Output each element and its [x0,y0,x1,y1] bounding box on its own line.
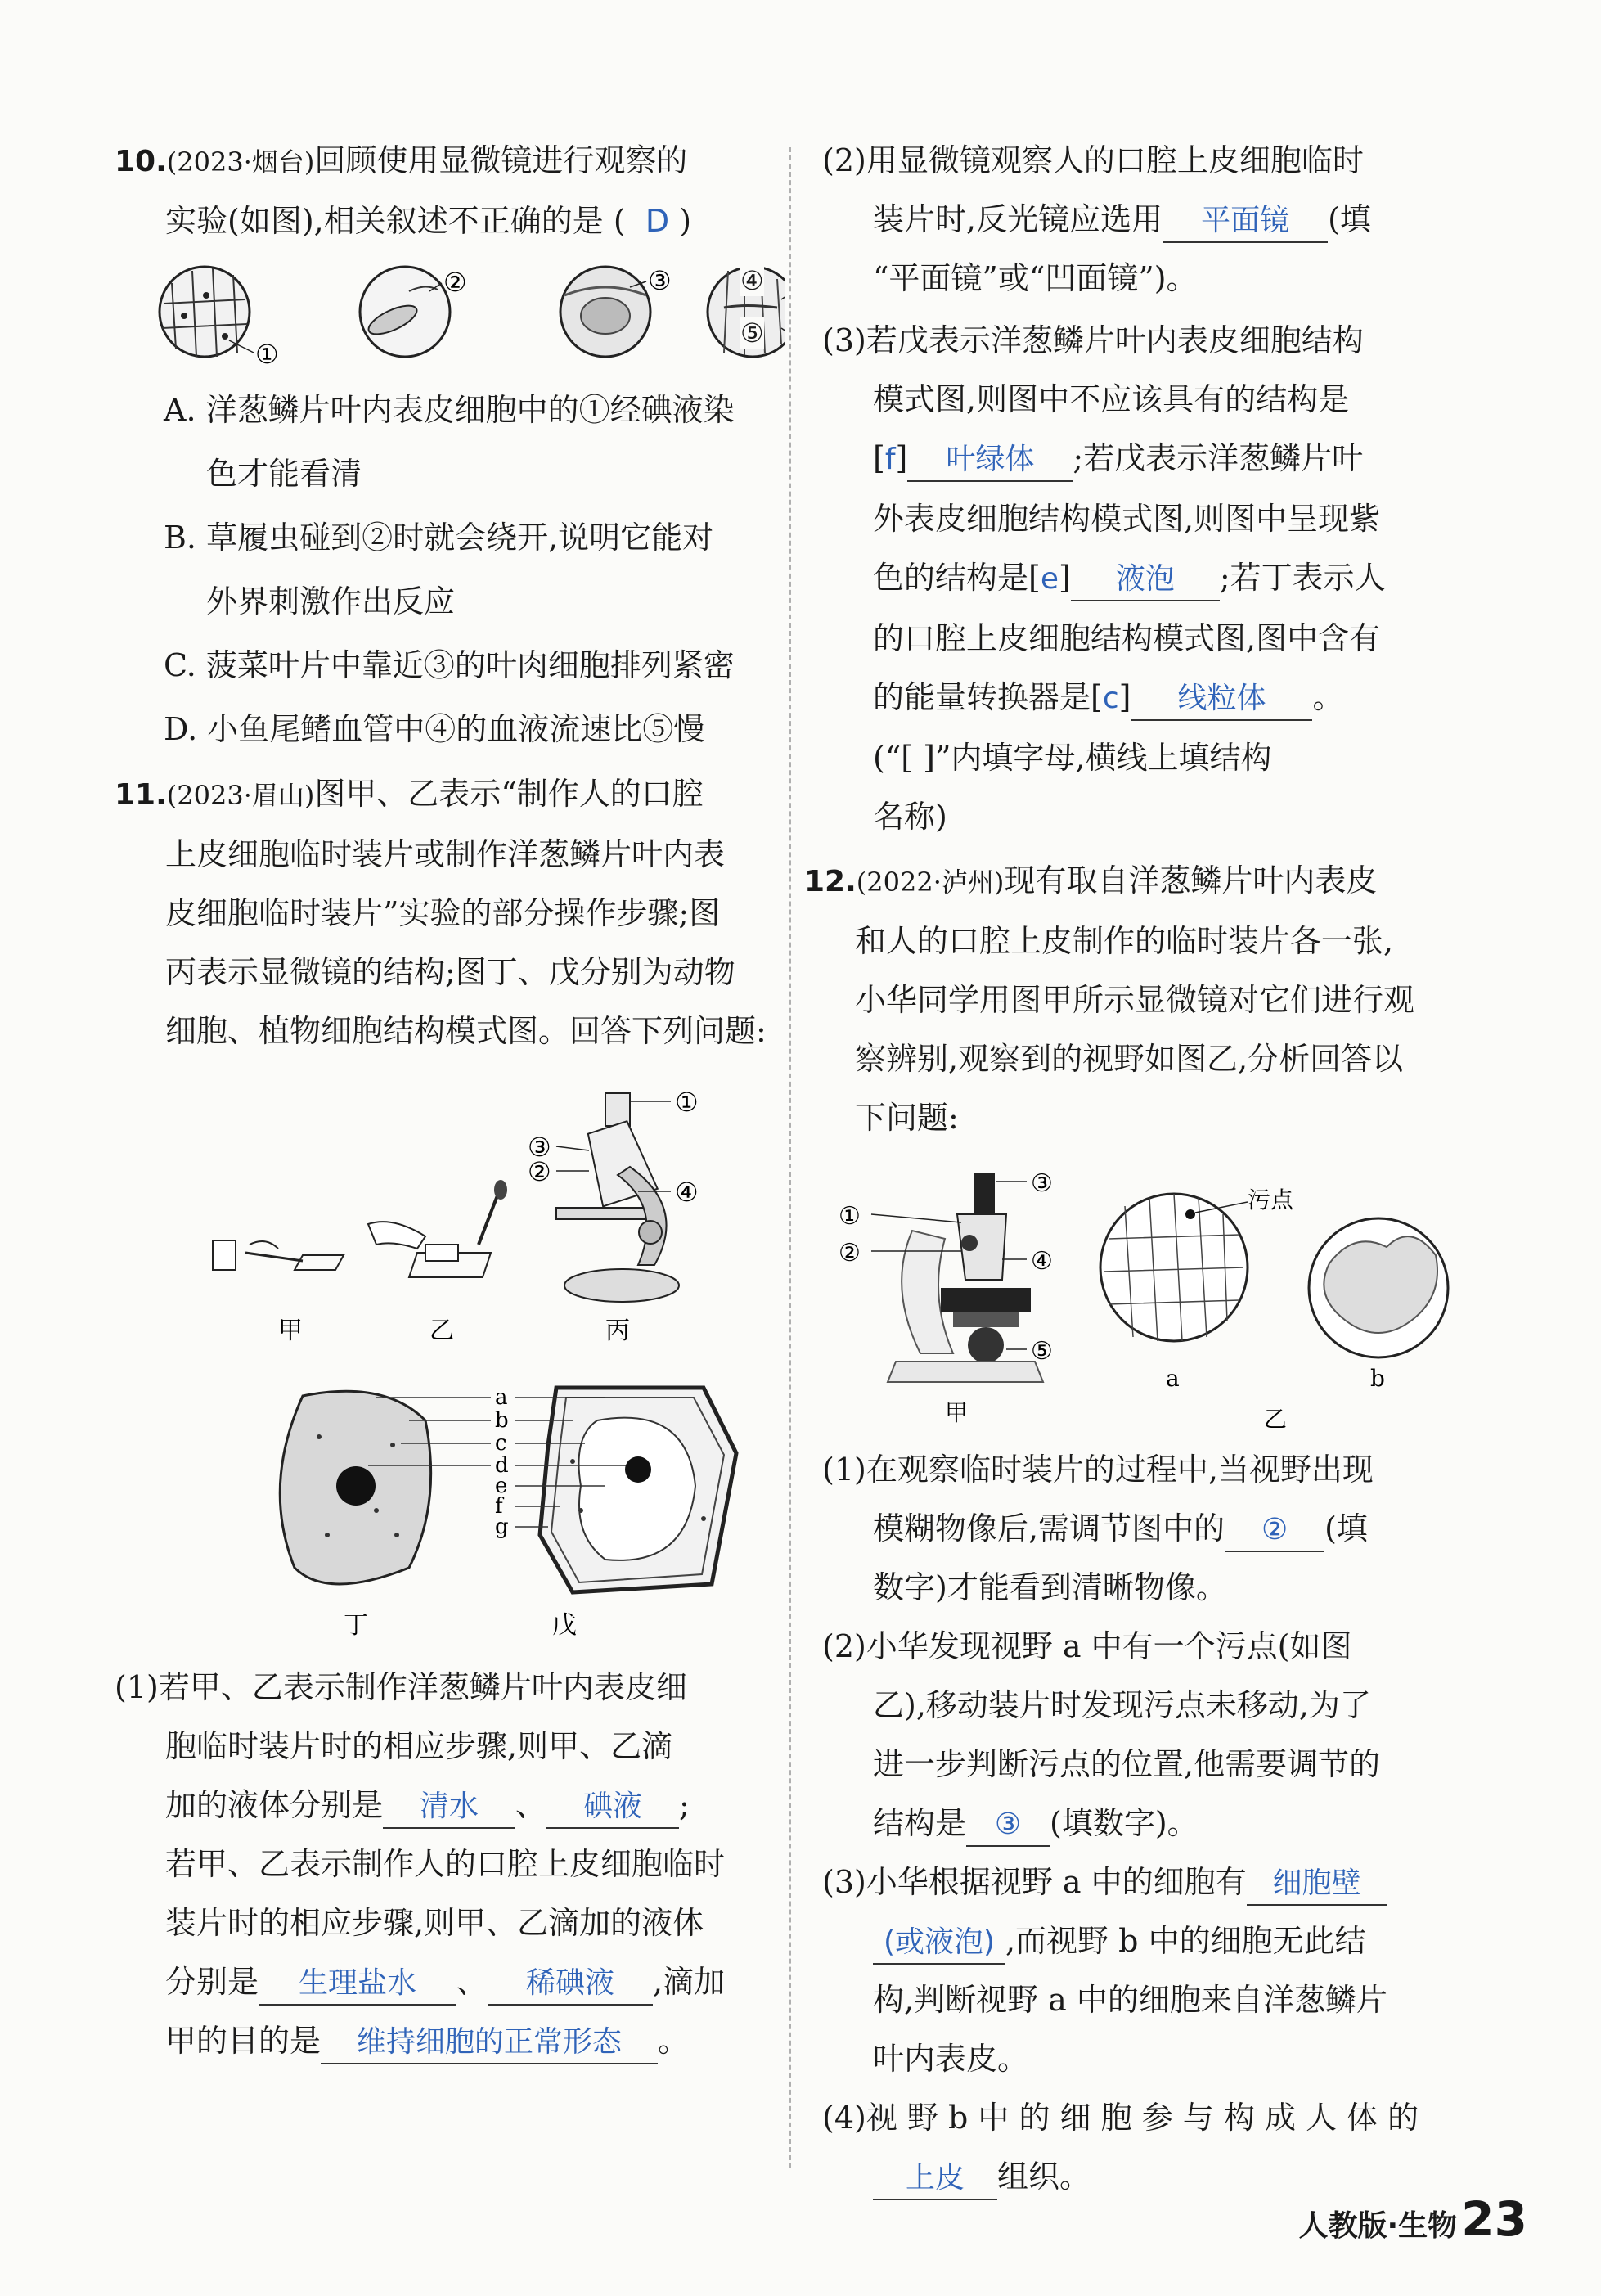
plant-cell-wu [540,1388,736,1592]
right-column [804,131,1477,2206]
question-12-stem [804,851,1477,1147]
microscope-label: ① [675,1087,699,1118]
stem-text: 察辨别,观察到的视野如图乙,分析回答以 [855,1041,1404,1077]
stem-text: 和人的口腔上皮制作的临时装片各一张, [855,923,1394,959]
figure-caption: 丙 [605,1317,630,1345]
fig-caption: 甲 [945,1399,969,1426]
figure-caption: 丁 [344,1611,368,1640]
cell-label: f [495,1494,503,1519]
answer-blank[interactable]: 液泡 [1071,559,1220,601]
stem-text: 小华同学用图甲所示显微镜对它们进行观 [855,982,1415,1018]
answer-blank[interactable]: 稀碘液 [488,1963,653,2006]
q11-subquestion-3: (3)若戊表示洋葱鳞片叶内表皮细胞结构 模式图,则图中不应该具有的结构是 [f] 叶绿体 ;若戊表示洋葱鳞片叶 外表皮细胞结构模式图,则图中呈现紫 色的结构是[e] 液泡 ;若丁表示人 的口腔上皮细胞结构模式图,图中含有 的能量转换器是[c] 线粒体 。 (“[ ]”内填字母,横线上填结构 名称) [822,322,1386,835]
question-10-stem [115,131,769,250]
answer-blank[interactable]: 清水 [383,1786,515,1829]
answer-blank[interactable]: ③ [966,1804,1050,1847]
question-source: (2022·泸州) [856,867,1005,898]
view-leaf-section [560,267,650,357]
left-column [115,131,769,2070]
q12-subquestion-1: (1)在观察临时装片的过程中,当视野出现 模糊物像后,需调节图中的 ② (填 数字)才能看到清晰物像。 [822,1452,1374,1605]
q11-figure [115,1077,769,1650]
cell-label: b [495,1408,509,1433]
cell-label: c [495,1431,507,1456]
stem-text: 实验(如图),相关叙述不正确的是 [165,203,604,239]
textbook-edition: 人教版·生物 [1298,2209,1458,2243]
figure-caption: 戊 [552,1611,577,1640]
microscope-label: ③ [528,1132,551,1163]
question-11-stem [115,764,769,1060]
option-d: D. 小鱼尾鳍血管中④的血液流速比⑤慢 [164,711,705,747]
step-yi-drawing [368,1180,507,1277]
q11-figure-svg [115,1077,769,1650]
fig-label: ② [839,1239,861,1267]
figure-caption: 乙 [429,1317,454,1345]
spot-label: 污点 [1248,1186,1294,1213]
microscope-label: ② [528,1156,551,1187]
q12-figure-svg [822,1157,1477,1435]
figure-caption: 甲 [278,1317,303,1345]
option-a: A. 洋葱鳞片叶内表皮细胞中的①经碘液染 色才能看清 [164,392,735,492]
stem-text: 回顾使用显微镜进行观察的 [314,142,688,178]
cell-label: g [495,1515,509,1539]
q12-figure [822,1157,1477,1435]
cell-label: d [495,1453,509,1478]
answer-blank[interactable]: 平面镜 [1163,200,1328,243]
answer-blank[interactable]: 线粒体 [1131,678,1312,721]
fig-label: ③ [648,265,672,296]
stem-text: 上皮细胞临时装片或制作洋葱鳞片叶内表 [165,836,726,872]
microscope-label: ④ [675,1177,699,1208]
fig-caption: b [1370,1365,1385,1392]
answer-choice: D [645,203,670,239]
column-divider [789,147,791,2168]
view-b-epithelium [1309,1218,1448,1357]
q11-subquestion-2: (2)用显微镜观察人的口腔上皮细胞临时 装片时,反光镜应选用 平面镜 (填 “平面镜”或“凹面镜”)。 [822,142,1371,296]
answer-letter[interactable]: f [884,443,896,476]
step-jia-drawing [213,1240,344,1270]
answer-paren: ( D ) [613,203,692,239]
q10-figure-svg [115,259,785,373]
photo-microscope [871,1173,1043,1382]
fig-label: ③ [1031,1169,1053,1198]
stem-text: 丙表示显微镜的结构;图丁、戊分别为动物 [165,954,735,990]
answer-letter[interactable]: c [1102,682,1119,715]
stem-text: 皮细胞临时装片”实验的部分操作步骤;图 [165,895,721,931]
fig-label: ④ [740,265,764,296]
answer-letter[interactable]: e [1040,562,1059,596]
q10-figure [115,259,769,373]
option-c: C. 菠菜叶片中靠近③的叶肉细胞排列紧密 [164,647,735,683]
answer-blank[interactable]: 生理盐水 [259,1963,456,2006]
question-number: 11. [115,778,167,812]
fig-label: ① [839,1202,861,1231]
q12-subquestion-3: (3)小华根据视野 a 中的细胞有 细胞壁 (或液泡) ,而视野 b 中的细胞无此结 构,判断视野 a 中的细胞来自洋葱鳞片 叶内表皮。 [822,1864,1387,2077]
fig-label: ① [255,339,279,370]
answer-blank[interactable]: 上皮 [873,2158,997,2200]
cell-label: a [495,1385,508,1410]
view-paramecium [360,267,450,357]
stem-text: 图甲、乙表示“制作人的口腔 [314,776,704,812]
microscope-bing [556,1093,679,1302]
animal-cell-ding [280,1391,430,1584]
question-source: (2023·烟台) [166,146,315,178]
answer-blank[interactable]: 维持细胞的正常形态 [321,2022,658,2064]
page-footer [1299,2191,1528,2247]
option-b: B. 草履虫碰到②时就会绕开,说明它能对 外界刺激作出反应 [164,520,714,619]
q12-subquestion-4: (4)视 野 b 中 的 细 胞 参 与 构 成 人 体 的 上皮 组织。 [822,2088,1477,2206]
answer-blank[interactable]: 叶绿体 [907,439,1073,482]
cell-label: e [495,1474,508,1498]
answer-blank[interactable]: 碘液 [546,1786,679,1829]
q10-options [115,378,769,761]
question-number: 12. [804,865,857,898]
fig-caption: a [1166,1365,1180,1392]
fig-label: ⑤ [740,317,764,349]
question-number: 10. [115,145,167,178]
fig-label: ② [443,267,467,298]
answer-blank[interactable]: ② [1225,1510,1324,1552]
view-a-onion [1100,1194,1248,1341]
stem-text: 现有取自洋葱鳞片叶内表皮 [1004,862,1378,898]
answer-blank[interactable]: 细胞壁 [1247,1863,1387,1906]
page-number: 23 [1461,2191,1527,2247]
stem-text: 下问题: [855,1100,959,1136]
stem-text: 细胞、植物细胞结构模式图。回答下列问题: [165,1013,767,1049]
q12-subquestion-2: (2)小华发现视野 a 中有一个污点(如图 乙),移动装片时发现污点未移动,为了 进一步判断污点的位置,他需要调节的 结构是 ③ (填数字)。 [822,1617,1477,1853]
q11-subquestion-1: (1)若甲、乙表示制作洋葱鳞片叶内表皮细 胞临时装片时的相应步骤,则甲、乙滴 加的液体分别是 清水 、 碘液 ; 若甲、乙表示制作人的口腔上皮细胞临时 装片时的相应步骤,则甲、乙滴加的液体 分别是 生理盐水 、 稀碘液 ,滴加 甲的目的是 维持细胞的正常形态 。 [115,1658,769,2070]
answer-blank[interactable]: (或液泡) [873,1922,1005,1965]
question-source: (2023·眉山) [166,780,315,811]
fig-label: ⑤ [1031,1337,1053,1366]
fig-label: ④ [1031,1247,1053,1276]
fig-caption: 乙 [1264,1406,1288,1433]
